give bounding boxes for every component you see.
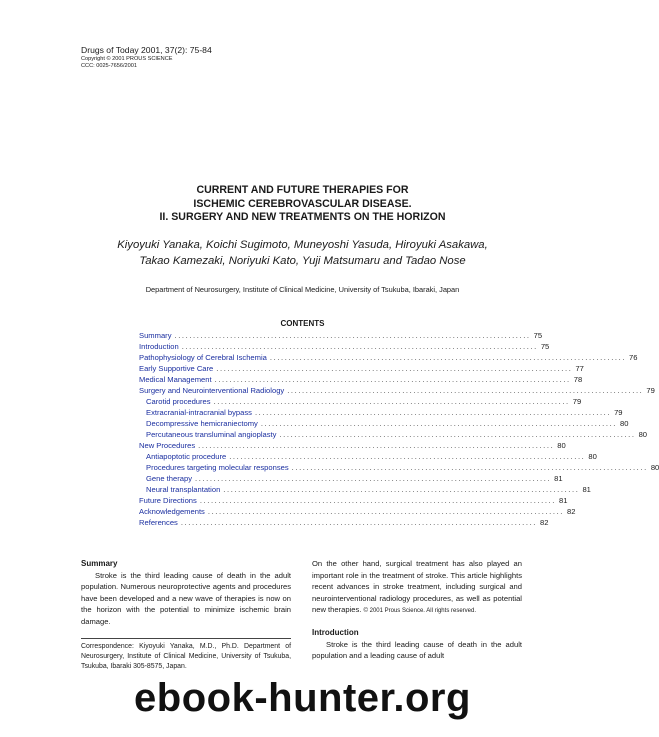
affiliation: Department of Neurosurgery, Institute of Clinical Medicine, University of Tsukuba, Ibaraki, Japan bbox=[145, 285, 460, 294]
summary-text: Stroke is the third leading cause of death in the adult population. Numerous neuroprotective agents and procedures have been developed and a new wave of therapies is now on the horizon with the potential to minimize ischemic brain damage. bbox=[81, 570, 291, 626]
toc-entry-label: Carotid procedures bbox=[146, 397, 211, 406]
toc-leader: ................................................................................................ bbox=[199, 496, 556, 505]
toc-leader: ................................................................................................ bbox=[180, 518, 537, 527]
toc-leader: ................................................................................................ bbox=[254, 408, 612, 417]
toc-entry-page: 75 bbox=[533, 331, 543, 340]
article-title bbox=[0, 184, 605, 225]
toc-entry-page: 78 bbox=[573, 375, 583, 384]
ccc-line: CCC: 0025-7656/2001 bbox=[81, 63, 137, 69]
toc-entry[interactable] bbox=[139, 506, 576, 517]
copyright-line: Copyright © 2001 PROUS SCIENCE bbox=[81, 56, 173, 62]
toc-entry-label: Early Supportive Care bbox=[139, 364, 214, 373]
toc-leader: ................................................................................................ bbox=[260, 419, 617, 428]
toc-entry-page: 81 bbox=[582, 485, 591, 494]
toc-leader: ................................................................................................ bbox=[214, 375, 571, 384]
toc-entry-label: Acknowledgements bbox=[139, 507, 205, 516]
introduction-text: Stroke is the third leading cause of death in the adult population and a leading cause of adult bbox=[312, 639, 522, 661]
toc-entry-page: 80 bbox=[557, 441, 566, 450]
toc-leader: ................................................................................................ bbox=[291, 463, 648, 472]
toc-entry[interactable] bbox=[139, 374, 583, 385]
table-of-contents bbox=[139, 330, 659, 528]
right-column bbox=[312, 558, 522, 662]
toc-entry-label: Medical Management bbox=[139, 375, 212, 384]
copyright-notice: © 2001 Prous Science. All rights reserved. bbox=[363, 608, 476, 615]
summary-heading: Summary bbox=[81, 559, 118, 568]
toc-leader: ................................................................................................ bbox=[216, 364, 573, 373]
toc-entry-label: Gene therapy bbox=[146, 474, 193, 483]
toc-entry[interactable] bbox=[139, 517, 549, 528]
toc-entry[interactable] bbox=[139, 341, 550, 352]
toc-entry-label: Neural transplantation bbox=[146, 485, 221, 494]
toc-subentry[interactable] bbox=[139, 484, 591, 495]
toc-entry-label: New Procedures bbox=[139, 441, 196, 450]
introduction-heading: Introduction bbox=[312, 627, 359, 637]
toc-entry-page: 77 bbox=[575, 364, 584, 373]
toc-entry-page: 80 bbox=[650, 463, 659, 472]
toc-subentry[interactable] bbox=[139, 451, 597, 462]
toc-entry-page: 82 bbox=[567, 507, 576, 516]
contents-heading: CONTENTS bbox=[280, 319, 325, 328]
toc-entry-page: 76 bbox=[629, 353, 638, 362]
toc-entry-label: References bbox=[139, 518, 178, 527]
footnote-divider bbox=[81, 638, 291, 639]
author-list bbox=[0, 238, 605, 269]
toc-entry[interactable] bbox=[139, 495, 568, 506]
toc-subentry[interactable] bbox=[139, 429, 648, 440]
summary-continued bbox=[312, 558, 522, 618]
title-line-2: ISCHEMIC CEREBROVASCULAR DISEASE. bbox=[193, 197, 412, 210]
toc-entry-label: Pathophysiology of Cerebral Ischemia bbox=[139, 353, 267, 362]
toc-entry-label: Extracranial-intracranial bypass bbox=[146, 408, 252, 417]
toc-entry-page: 80 bbox=[638, 430, 648, 439]
toc-subentry[interactable] bbox=[139, 396, 582, 407]
toc-entry-label: Introduction bbox=[139, 342, 179, 351]
toc-entry-page: 79 bbox=[614, 408, 623, 417]
toc-subentry[interactable] bbox=[139, 462, 659, 473]
toc-leader: ................................................................................................ bbox=[198, 441, 555, 450]
toc-leader: ................................................................................................ bbox=[287, 386, 644, 395]
toc-entry-page: 82 bbox=[539, 518, 549, 527]
journal-citation: Drugs of Today 2001, 37(2): 75-84 bbox=[81, 45, 212, 55]
toc-leader: ................................................................................................ bbox=[181, 342, 538, 351]
summary-continued-text: On the other hand, surgical treatment has also played an important role in the treatment of stroke. This article highlights recent advances in stroke treatment, including surgical and neurointerventional radiology procedures, as well as potential new therapies. bbox=[312, 559, 522, 615]
toc-entry-page: 75 bbox=[540, 342, 550, 351]
summary-section bbox=[81, 558, 291, 628]
toc-subentry[interactable] bbox=[139, 473, 563, 484]
watermark: ebook-hunter.org bbox=[134, 676, 471, 720]
toc-leader: ................................................................................................ bbox=[213, 397, 570, 406]
toc-entry-label: Decompressive hemicraniectomy bbox=[146, 419, 258, 428]
toc-entry[interactable] bbox=[139, 352, 638, 363]
toc-entry-page: 79 bbox=[646, 386, 655, 395]
toc-entry-label: Percutaneous transluminal angioplasty bbox=[146, 430, 277, 439]
toc-leader: ................................................................................................ bbox=[229, 452, 586, 461]
toc-leader: ................................................................................................ bbox=[195, 474, 552, 483]
toc-entry-label: Future Directions bbox=[139, 496, 197, 505]
title-line-3: II. SURGERY AND NEW TREATMENTS ON THE HORIZON bbox=[159, 211, 446, 223]
toc-subentry[interactable] bbox=[139, 407, 623, 418]
toc-leader: ................................................................................................ bbox=[207, 507, 564, 516]
toc-entry[interactable] bbox=[139, 363, 584, 374]
toc-entry-label: Antiapoptotic procedure bbox=[146, 452, 227, 461]
toc-subentry[interactable] bbox=[139, 418, 629, 429]
toc-leader: ................................................................................................ bbox=[223, 485, 580, 494]
toc-entry-page: 80 bbox=[588, 452, 597, 461]
toc-entry-label: Procedures targeting molecular responses bbox=[146, 463, 289, 472]
toc-entry-page: 79 bbox=[572, 397, 582, 406]
authors-line-1: Kiyoyuki Yanaka, Koichi Sugimoto, Muneyoshi Yasuda, Hiroyuki Asakawa, bbox=[117, 239, 488, 251]
toc-leader: ................................................................................................ bbox=[279, 430, 636, 439]
correspondence-note: Correspondence: Kiyoyuki Yanaka, M.D., Ph.D. Department of Neurosurgery, Institute of Clinical Medicine, University of Tsukuba, Tsukuba, Ibaraki 305-8575, Japan. bbox=[81, 643, 291, 670]
journal-header bbox=[81, 45, 212, 70]
authors-line-2: Takao Kamezaki, Noriyuki Kato, Yuji Matsumaru and Tadao Nose bbox=[139, 254, 466, 267]
toc-entry[interactable] bbox=[139, 440, 566, 451]
toc-entry-page: 81 bbox=[558, 496, 568, 505]
toc-entry-page: 80 bbox=[619, 419, 629, 428]
toc-leader: ................................................................................................ bbox=[269, 353, 627, 362]
toc-leader: ................................................................................................ bbox=[174, 331, 531, 340]
toc-entry-label: Summary bbox=[139, 331, 172, 340]
toc-entry-page: 81 bbox=[554, 474, 563, 483]
title-line-1: CURRENT AND FUTURE THERAPIES FOR bbox=[196, 184, 409, 196]
toc-entry-label: Surgery and Neurointerventional Radiology bbox=[139, 386, 285, 395]
toc-entry[interactable] bbox=[139, 330, 543, 341]
toc-entry[interactable] bbox=[139, 385, 655, 396]
